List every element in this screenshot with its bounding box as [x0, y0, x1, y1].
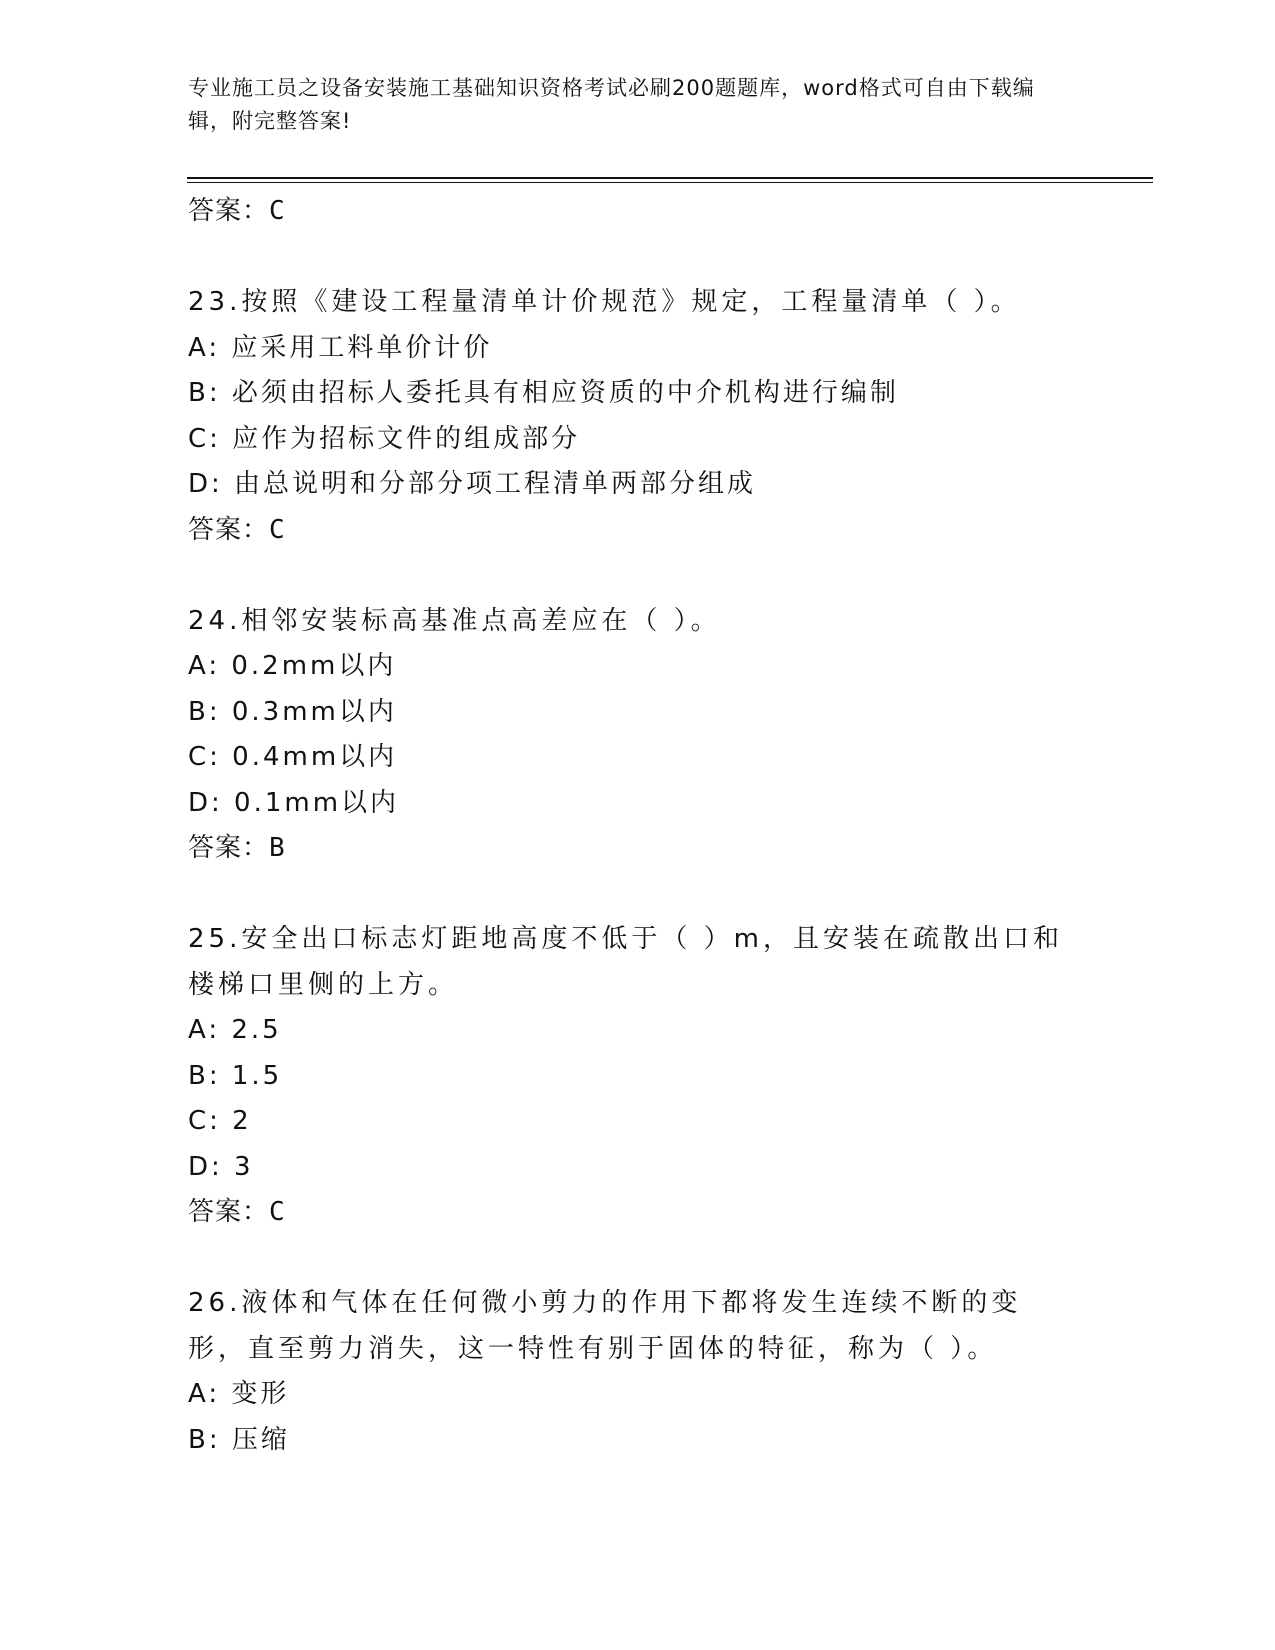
answer-option: B: 0.3mm以内: [188, 696, 397, 727]
question-stem: 26.液体和气体在任何微小剪力的作用下都将发生连续不断的变形，直至剪力消失，这一特性有别于固体的特征，称为（ ）。: [188, 1288, 1022, 1364]
answer-option: A: 变形: [188, 1379, 290, 1409]
answer-option: C: 0.4mm以内: [188, 742, 398, 772]
spacer: [188, 234, 1088, 280]
spacer: [188, 1235, 1088, 1281]
spacer: [188, 871, 1088, 917]
answer-option: B: 必须由招标人委托具有相应资质的中介机构进行编制: [188, 378, 899, 408]
question-list: [188, 189, 1088, 1463]
answer-label: 答案：: [188, 514, 270, 545]
answer-option: C: 应作为招标文件的组成部分: [188, 423, 581, 454]
question-stem: 24.相邻安装标高基准点高差应在（ ）。: [188, 605, 721, 636]
answer-line: [188, 508, 1088, 553]
answer-value: C: [269, 196, 286, 226]
answer-option: D: 3: [188, 1151, 254, 1182]
spacer: [188, 553, 1088, 599]
answer-label: 答案：: [188, 1197, 270, 1227]
header-rule-thin: [187, 182, 1153, 183]
answer-option: A: 0.2mm以内: [188, 651, 397, 681]
answer-option: A: 应采用工料单价计价: [188, 332, 493, 363]
answer-line: [188, 1190, 1088, 1235]
answer-value: C: [269, 514, 286, 545]
document-header: 专业施工员之设备安装施工基础知识资格考试必刷200题题库，word格式可自由下载编辑，附完整答案!: [188, 76, 1035, 133]
answer-label: 答案：: [188, 196, 270, 226]
answer-line: [188, 189, 1088, 234]
header-rule-thick: [187, 177, 1153, 179]
answer-option: D: 0.1mm以内: [188, 787, 400, 818]
answer-label: 答案：: [188, 833, 270, 863]
answer-option: B: 压缩: [188, 1424, 290, 1455]
answer-option: D: 由总说明和分部分项工程清单两部分组成: [188, 469, 757, 499]
answer-value: C: [269, 1197, 286, 1227]
answer-option: A: 2.5: [188, 1015, 282, 1045]
question-stem: 23.按照《建设工程量清单计价规范》规定，工程量清单（ ）。: [188, 287, 1021, 317]
answer-value: B: [269, 833, 286, 863]
answer-option: C: 2: [188, 1106, 252, 1136]
answer-line: [188, 826, 1088, 871]
answer-option: B: 1.5: [188, 1060, 283, 1091]
question-stem: 25.安全出口标志灯距地高度不低于（ ）m，且安装在疏散出口和楼梯口里侧的上方。: [188, 924, 1063, 1000]
